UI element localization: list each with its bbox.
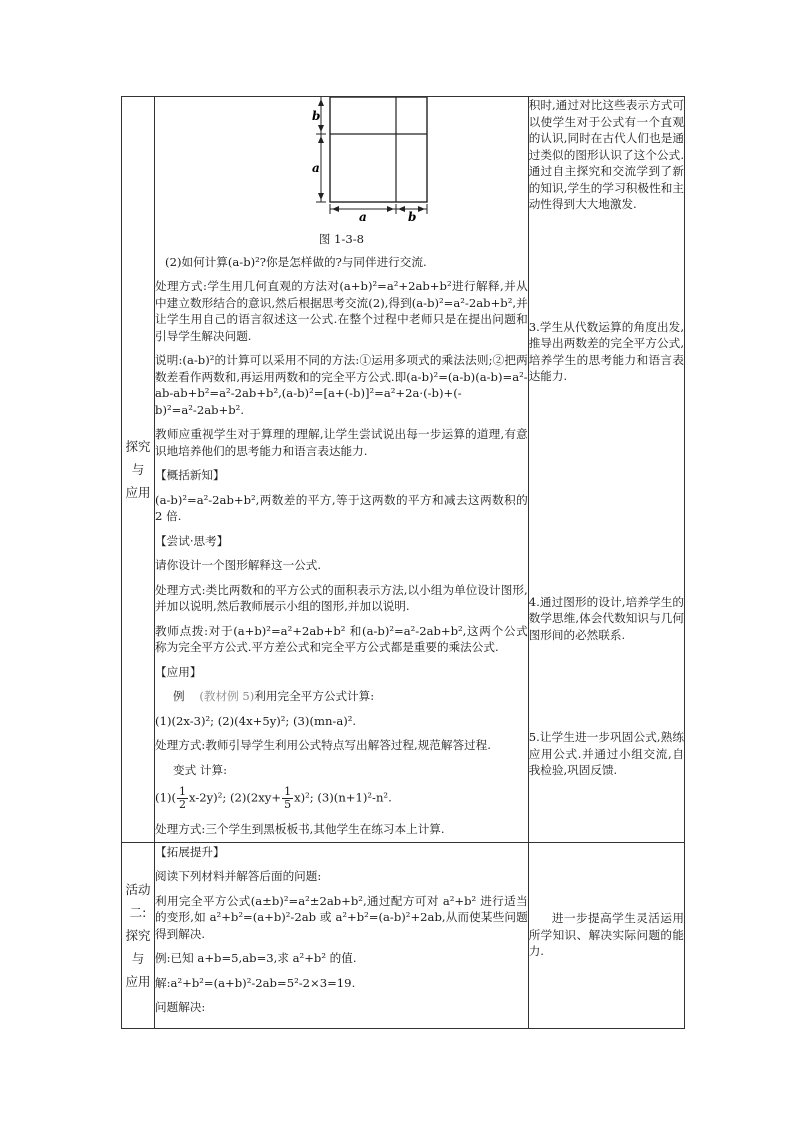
label-b-left: b (312, 109, 321, 123)
content-cell (155, 842, 529, 1028)
label-b-bottom: b (408, 210, 417, 224)
label-line: 与 (131, 461, 145, 477)
table-row (122, 842, 685, 1028)
side-note-5: 5.让学生进一步巩固公式,熟练应用公式.并通过小组交流,自我检验,巩固反馈. (528, 730, 684, 777)
method-paragraph: 处理方式:教师引导学生利用公式特点写出解答过程,规范解答过程. (155, 738, 491, 752)
side-note-top: 积时,通过对比这些表示方式可以使学生对于公式有一个直观的认识,同时在古代人们也是通过类似的图形认识了这个公式.通过自主探究和交流学到了新的知识,学生的学习积极性和主动性得到大大地激发. (528, 98, 684, 211)
variant-items: (1)( $\frac{1}{2}$ x-2y)²; (2)(2xy+ $\frac{1}{5}$ x)²; (3)(n+1)²-n². (155, 785, 392, 811)
side-note-extend: 进一步提高学生灵活运用所学知识、解决实际问题的能力. (528, 911, 684, 959)
section-label-explore (122, 97, 155, 843)
note-paragraph: 说明:(a-b)²的计算可以采用不同的方法:①运用多项式的乘法法则;②把两数差看作两数和,再运用两数和的完全平方公式.即(a-b)²=(a-b)(a-b)=a²-ab-ab+b²=a²-2ab+b²,(a-b)²=[a+(-b)]²=a²+2a·(-b)+(-b)²=a²-2ab+b². (155, 353, 528, 417)
side-note-4: 4.通过图形的设计,培养学生的数学思维,体会代数知识与几何图形间的必然联系. (528, 594, 684, 642)
problem-paragraph: 问题解决: (155, 1000, 206, 1014)
side-note-3: 3.学生从代数运算的角度出发,推导出两数差的完全平方公式,培养学生的思考能力和语言表达能力. (528, 319, 684, 383)
example-paragraph: 例:已知 a+b=5,ab=3,求 a²+b² 的值. (155, 951, 357, 965)
example-source: (教材例 5) (199, 689, 255, 703)
question-2: (2)如何计算(a-b)²?你是怎样做的?与同伴进行交流. (165, 254, 427, 269)
fraction-one-fifth: $\frac{1}{5}$ (284, 785, 292, 811)
variant-heading: 变式 计算: (173, 762, 228, 777)
try-paragraph: 请你设计一个图形解释这一公式. (155, 558, 322, 572)
side-notes-cell (528, 97, 684, 843)
heading-summary: 【概括新知】 (155, 468, 225, 482)
example-items: (1)(2x-3)²; (2)(4x+5y)²; (3)(mn-a)². (155, 713, 357, 728)
solution-paragraph: 解:a²+b²=(a+b)²-2ab=5²-2×3=19. (155, 975, 356, 990)
lesson-table (121, 96, 685, 1029)
side-notes-cell (528, 842, 684, 1028)
hint-paragraph: 教师点拨:对于(a+b)²=a²+2ab+b² 和(a-b)²=a²-2ab+b²,这两个公式称为完全平方公式.平方差公式和完全平方公式都是重要的乘法公式. (155, 623, 528, 654)
heading-apply: 【应用】 (155, 664, 202, 679)
heading-try: 【尝试·思考】 (155, 533, 229, 548)
section-label-activity2: 活动 二: 探究 与 应用 (122, 842, 155, 1028)
label-line: 探究 (125, 438, 151, 454)
fraction-one-half: $\frac{1}{2}$ (179, 785, 186, 811)
square-diagram (155, 97, 528, 239)
example-paragraph (155, 688, 528, 705)
method-paragraph: 处理方式:三个学生到黑板板书,其他学生在练习本上计算. (155, 822, 445, 836)
figure-svg (155, 97, 528, 239)
outer-square (330, 97, 427, 202)
teacher-paragraph: 教师应重视学生对于算理的理解,让学生尝试说出每一步运算的道理,有意识地培养他们的思考能力和语言表达能力. (155, 427, 528, 458)
content-cell (155, 97, 529, 843)
method-paragraph: 处理方式:类比两数和的平方公式的面积表示方法,以小组为单位设计图形,并加以说明,然后教师展示小组的图形,并加以说明. (155, 582, 528, 613)
figure-caption: 图 1-3-8 (318, 232, 364, 246)
example-prefix: 例 (173, 689, 185, 703)
table-row (122, 97, 685, 843)
example-text: 利用完全平方公式计算: (254, 689, 375, 703)
label-line: 应用 (125, 484, 151, 500)
summary-paragraph: (a-b)²=a²-2ab+b²,两数差的平方,等于这两数的平方和减去这两数积的 2 倍. (155, 492, 528, 523)
label-a-bottom: a (359, 210, 367, 224)
material-paragraph: 利用完全平方公式(a±b)²=a²±2ab+b²,通过配方可对 a²+b² 进行适当的变形,如 a²+b²=(a+b)²-2ab 或 a²+b²=(a-b)²+2ab,从而使某些问题得到解决. (155, 893, 528, 941)
label-a-left: a (312, 161, 320, 175)
method-paragraph: 处理方式:学生用几何直观的方法对(a+b)²=a²+2ab+b²进行解释,并从中建立数形结合的意识,然后根据思考交流(2),得到(a-b)²=a²-2ab+b²,并让学生用自己的语言叙述这一公式.在整个过程中老师只是在提出问题和引导学生解决问题. (155, 279, 528, 343)
intro-paragraph: 阅读下列材料并解答后面的问题: (155, 869, 322, 883)
heading-extend: 【拓展提升】 (155, 844, 225, 859)
